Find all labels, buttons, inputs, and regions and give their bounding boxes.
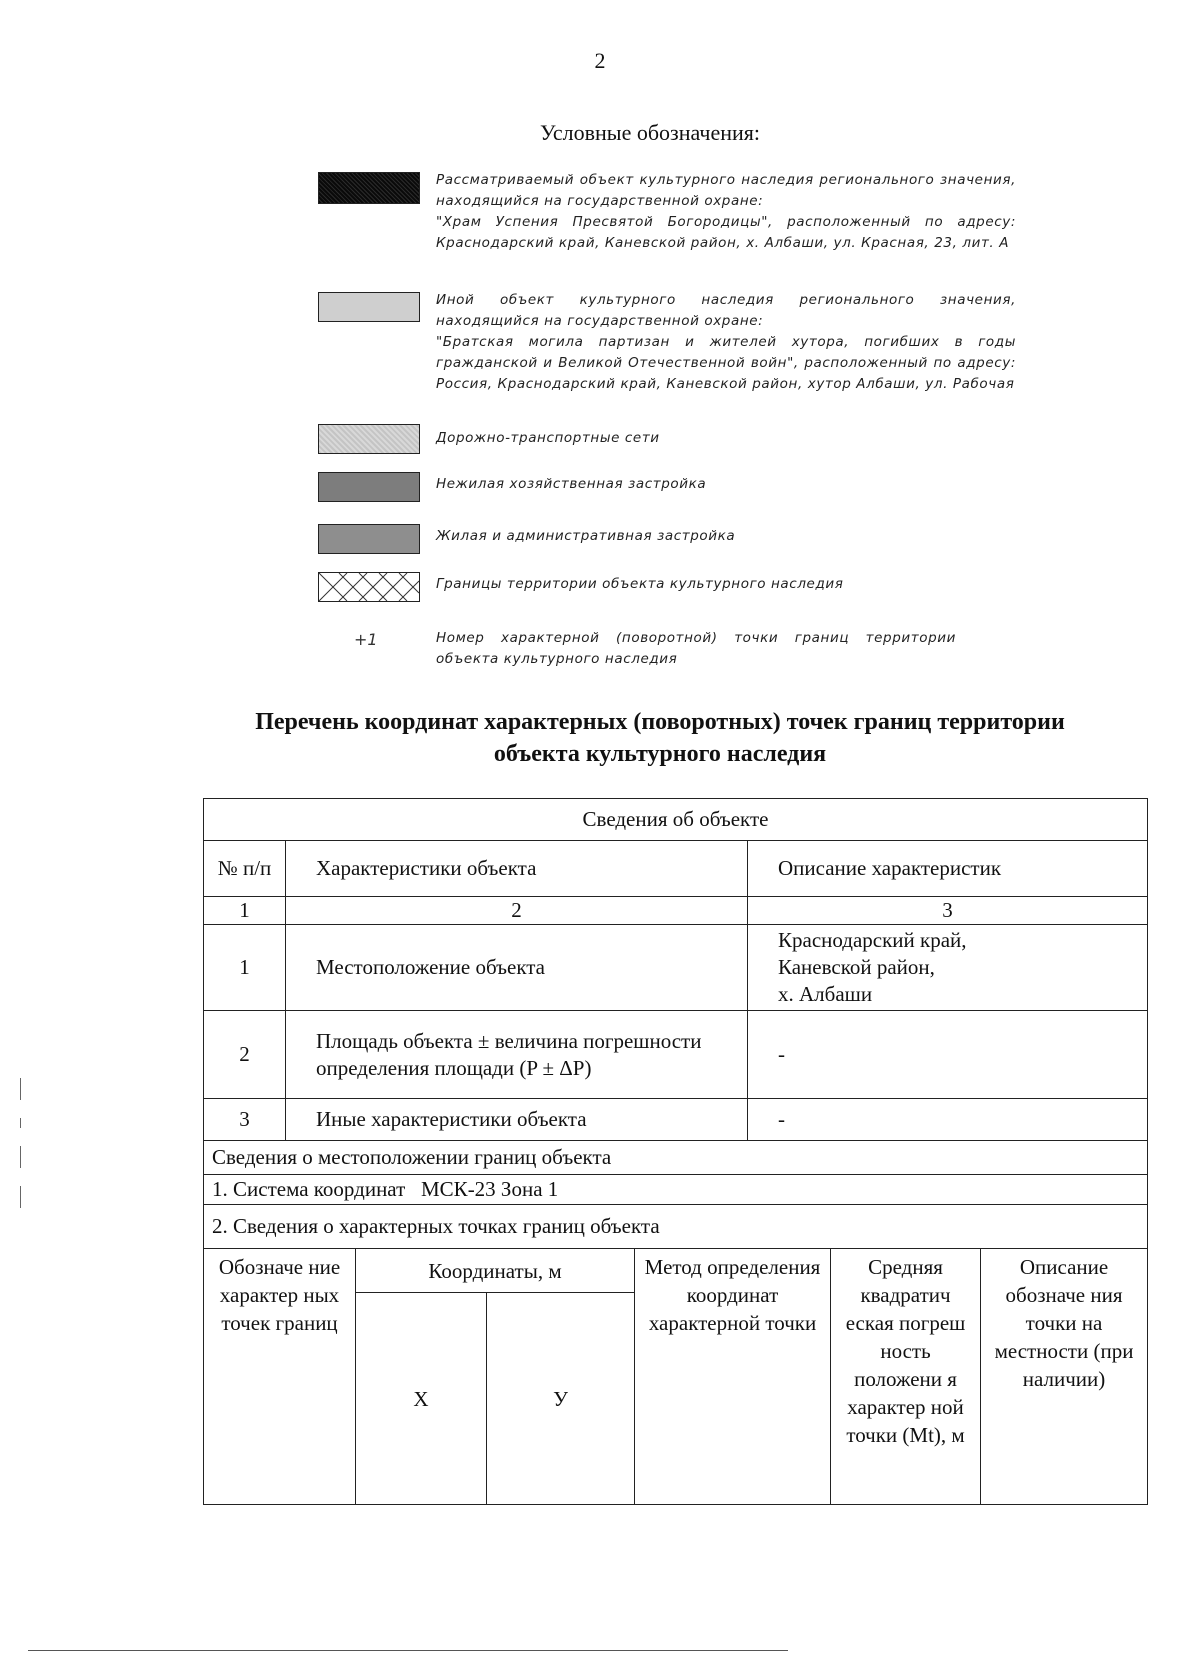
legend-item-text: Номер характерной (поворотной) точки границ территории объекта культурного наследия bbox=[436, 630, 956, 667]
margin-marks bbox=[20, 1078, 22, 1226]
row-num: 2 bbox=[204, 1011, 286, 1099]
col-number: 3 bbox=[748, 897, 1148, 925]
row-characteristic: Площадь объекта ± величина погрешности определения площади (P ± ΔP) bbox=[286, 1011, 748, 1099]
col-number: 1 bbox=[204, 897, 286, 925]
header-description: Описание характеристик bbox=[748, 841, 1148, 897]
header-characteristics: Характеристики объекта bbox=[286, 841, 748, 897]
col-designation: Обозначе ние характер ных точек границ bbox=[204, 1249, 356, 1505]
table-caption: Сведения об объекте bbox=[204, 799, 1148, 841]
col-number: 2 bbox=[286, 897, 748, 925]
legend-item-text: Жилая и административная застройка bbox=[436, 528, 736, 544]
header-num: № п/п bbox=[204, 841, 286, 897]
row-description: - bbox=[748, 1011, 1148, 1099]
light-gray-swatch-icon bbox=[318, 292, 420, 322]
legend-item-text: Иной объект культурного наследия регионального значения, находящийся на государственной охране: "Братская могила партизан и жителей хутора, погибших в годы гражданской и Великой Отечественной войн", расположенный по адресу: Россия, Краснодарский край, Каневской район, хутор Албаши, ул. Рабочая bbox=[436, 292, 1016, 392]
row-description: Краснодарский край, Каневской район, х. Албаши bbox=[748, 925, 1148, 1011]
legend-item-text: Дорожно-транспортные сети bbox=[436, 430, 660, 446]
row-characteristic: Иные характеристики объекта bbox=[286, 1099, 748, 1141]
footer-rule bbox=[28, 1650, 788, 1651]
table-row bbox=[204, 925, 1148, 1011]
row-num: 1 bbox=[204, 925, 286, 1011]
coordinate-system: 1. Система координат МСК-23 Зона 1 bbox=[204, 1175, 1148, 1205]
row-num: 3 bbox=[204, 1099, 286, 1141]
points-info: 2. Сведения о характерных точках границ объекта bbox=[204, 1205, 1148, 1249]
col-y: У bbox=[487, 1293, 635, 1505]
table-row bbox=[204, 1011, 1148, 1099]
black-fill-swatch-icon bbox=[318, 172, 420, 204]
dark-gray-swatch-icon bbox=[318, 472, 420, 502]
row-description: - bbox=[748, 1099, 1148, 1141]
road-pattern-swatch-icon bbox=[318, 424, 420, 454]
col-description: Описание обозначе ния точки на местности (при наличии) bbox=[981, 1249, 1148, 1505]
legend-title: Условные обозначения: bbox=[539, 120, 761, 145]
point-marker-icon: +1 bbox=[354, 630, 378, 649]
table-row bbox=[204, 1099, 1148, 1141]
legend-item-text: Рассматриваемый объект культурного наследия регионального значения, находящийся на государственной охране: "Храм Успения Пресвятой Богородицы", расположенный по адресу: Краснодарский край, Каневской район, х. Албаши, ул. Красная, 23, лит. А bbox=[436, 172, 1016, 251]
object-info-table bbox=[203, 798, 1147, 1505]
legend-item-text: Нежилая хозяйственная застройка bbox=[436, 476, 707, 492]
gray-swatch-icon bbox=[318, 524, 420, 554]
coordinates-table bbox=[203, 1248, 1148, 1505]
page-number: 2 bbox=[594, 48, 606, 73]
col-x: Х bbox=[356, 1293, 487, 1505]
col-method: Метод определения координат характерной точки bbox=[635, 1249, 831, 1505]
legend-item-text: Границы территории объекта культурного наследия bbox=[436, 576, 844, 592]
col-error: Средняя квадратич еская погреш ность положени я характер ной точки (Mt), м bbox=[831, 1249, 981, 1505]
cross-hatch-swatch-icon bbox=[318, 572, 420, 602]
section-location: Сведения о местоположении границ объекта bbox=[204, 1141, 1148, 1175]
document-heading: Перечень координат характерных (поворотных) точек границ территории объекта культурного наследия bbox=[255, 709, 1065, 767]
col-coordinates: Координаты, м bbox=[356, 1249, 635, 1293]
row-characteristic: Местоположение объекта bbox=[286, 925, 748, 1011]
